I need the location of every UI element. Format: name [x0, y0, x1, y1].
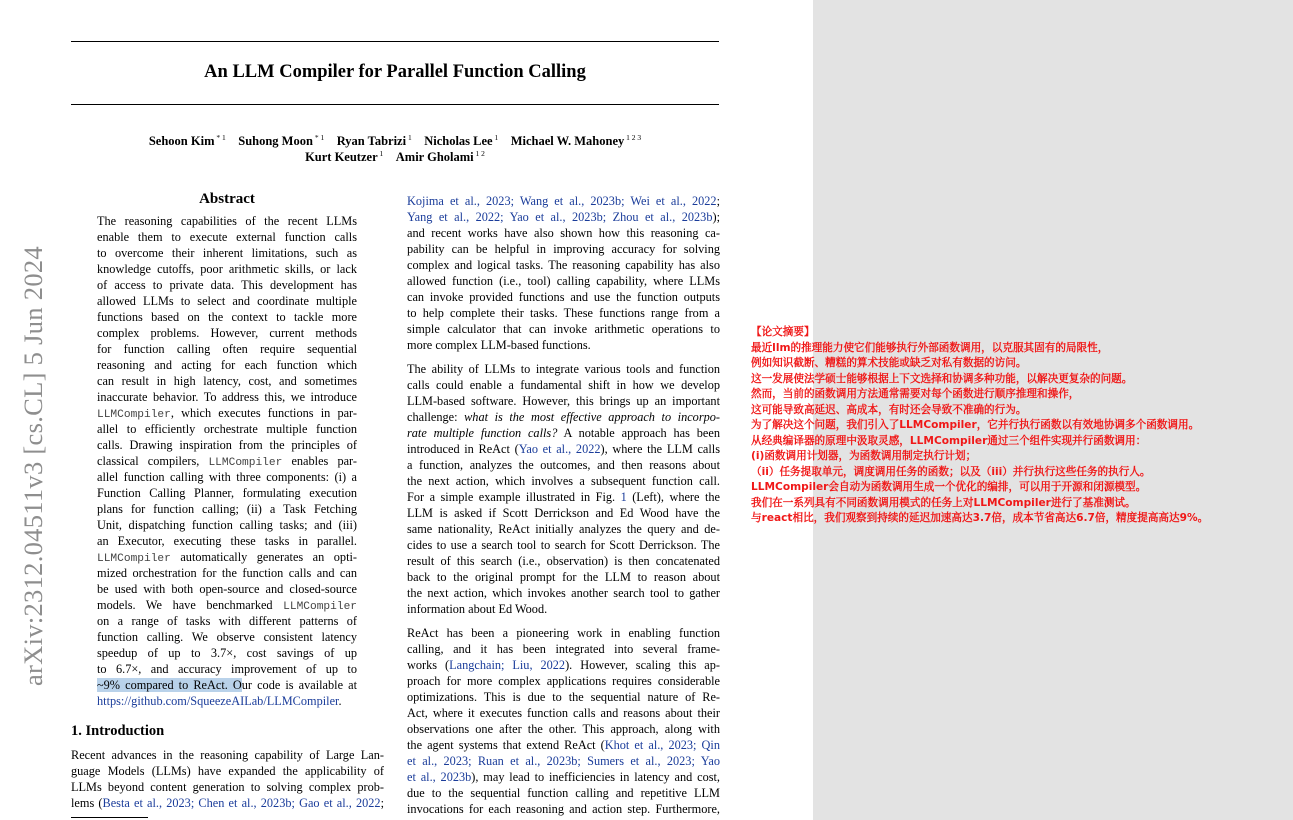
- text-run: );: [712, 210, 720, 224]
- text-run: can invoke provided functions and use the function outputs: [407, 290, 720, 304]
- introduction-heading: 1. Introduction: [71, 723, 165, 739]
- text-run: to help complete their tasks. These functions range from a: [407, 306, 720, 320]
- text-run: works (: [407, 658, 450, 672]
- text-line: [407, 769, 720, 785]
- text-run: LLM is asked if Scott Derrickson and Ed Wood have the: [407, 506, 720, 520]
- text-line: [407, 257, 720, 273]
- text-line: [97, 325, 357, 341]
- author-name: Kurt Keutzer: [305, 150, 378, 164]
- author-name: Sehoon Kim: [148, 134, 215, 148]
- text-run: plans for function calling; (ii) a Task Fetching: [97, 502, 357, 516]
- text-line: [407, 641, 720, 657]
- text-line: [407, 425, 720, 441]
- text-line: [407, 625, 720, 641]
- text-line: [407, 305, 720, 321]
- text-line: [407, 601, 720, 617]
- text-run: and recent works have also shown how this reasoning ca-: [407, 226, 720, 240]
- text-line: [97, 357, 357, 373]
- text-run: back to the original prompt for the LLM to reason about: [407, 570, 720, 584]
- text-line: [407, 409, 720, 425]
- text-run: A notable approach has been: [557, 426, 720, 440]
- text-line: [407, 473, 720, 489]
- footnote-rule: [71, 817, 148, 818]
- annotation-line: （ii）任务提取单元，调度调用任务的函数；以及（iii）并行执行这些任务的执行人。: [751, 465, 1151, 478]
- text-run: knowledge cutoffs, poor arithmetic skills, or lack: [97, 262, 357, 276]
- text-line: [407, 289, 720, 305]
- text-run: For a simple example illustrated in Fig.: [407, 490, 621, 504]
- text-line: [407, 361, 720, 377]
- text-run: proach for more complex applications requires considerable: [407, 674, 720, 688]
- text-run: invocations for each reasoning and action step. Furthermore,: [407, 802, 720, 816]
- text-line: [407, 393, 720, 409]
- text-line: [97, 645, 357, 661]
- annotation-line: 这可能导致高延迟、高成本，有时还会导致不准确的行为。: [751, 403, 1027, 416]
- text-run: , which executes functions in par-: [170, 406, 357, 420]
- text-line: [97, 613, 357, 629]
- annotation-line: LLMCompiler会自动为函数调用生成一个优化的编排，可以用于开源和闭源模型。: [751, 481, 1147, 493]
- text-run: can result in high latency, cost, and sometimes: [97, 374, 357, 388]
- text-line: [97, 293, 357, 309]
- text-line: [407, 657, 720, 673]
- text-line: [97, 421, 357, 437]
- text-run: models. We have benchmarked: [97, 598, 284, 612]
- text-run: information about Ed Wood.: [407, 602, 548, 616]
- text-line: [97, 277, 357, 293]
- annotation-line: 最近llm的推理能力使它们能够执行外部函数调用，以克服其固有的局限性，: [751, 341, 1109, 354]
- text-line: [97, 485, 357, 501]
- text-line: [97, 517, 357, 533]
- text-run: Unit, dispatching function calling tasks; and (iii): [97, 518, 357, 532]
- text-line: [407, 537, 720, 553]
- author-affiliation: * 1: [214, 133, 226, 142]
- text-run: allel to efficiently orchestrate multiple function: [97, 422, 357, 436]
- text-line: [407, 193, 720, 209]
- text-line: [407, 737, 720, 753]
- text-run: observations one after the other. This approach, along with: [407, 722, 720, 736]
- citation-link[interactable]: Khot et al., 2023; Qin: [604, 738, 720, 752]
- citation-link[interactable]: https://github.com/SqueezeAILab/LLMCompiler: [97, 694, 339, 708]
- text-run: of access to private data. This development has: [97, 278, 357, 292]
- text-run: lems (: [71, 796, 103, 810]
- text-line: [97, 501, 357, 517]
- text-line: [407, 337, 720, 353]
- text-line: [97, 229, 357, 245]
- text-run: The ability of LLMs to integrate various tools and function: [407, 362, 720, 376]
- citation-link[interactable]: Besta et al., 2023; Chen et al., 2023b; Gao et al., 2022: [102, 796, 381, 810]
- annotation-line: (i)函数调用计划器，为函数调用制定执行计划；: [751, 450, 977, 462]
- author-affiliation: 1: [406, 133, 412, 142]
- selected-text: ~9% compared to ReAct. O: [97, 678, 242, 692]
- text-run: allowed LLMs to select and coordinate multiple: [97, 294, 357, 308]
- text-run: calls could enable a fundamental shift in how we develop: [407, 378, 720, 392]
- author-name: Amir Gholami: [395, 150, 474, 164]
- text-run: reasoning and acting for each function which: [97, 358, 357, 372]
- text-line: [97, 629, 357, 645]
- author-name: Suhong Moon: [238, 134, 313, 148]
- text-line: [407, 721, 720, 737]
- author-affiliation: 1: [377, 149, 384, 158]
- text-line: [407, 441, 720, 457]
- text-run: mized orchestration for the function calls and can: [97, 566, 357, 580]
- text-run: classical compilers,: [97, 454, 209, 468]
- text-line: [407, 801, 720, 817]
- text-run: inaccurate behavior. To address this, we introduce: [97, 390, 357, 404]
- code-name: LLMCompiler: [97, 409, 171, 421]
- text-run: more complex LLM-based functions.: [407, 338, 591, 352]
- citation-link[interactable]: et al., 2023b: [407, 770, 472, 784]
- author-affiliation: * 1: [312, 133, 325, 142]
- text-line: [97, 309, 357, 325]
- annotation-line: 例如知识截断、糟糕的算术技能或缺乏对私有数据的访问。: [751, 357, 1027, 369]
- text-line: [407, 689, 720, 705]
- text-run: complex problems. However, current methods: [97, 326, 357, 340]
- chinese-summary-annotation: [751, 325, 1291, 527]
- text-run: enable them to execute external function calls: [97, 230, 357, 244]
- text-run: allel function calling with three components: (i) a: [97, 470, 357, 484]
- text-run: ;: [716, 194, 720, 208]
- text-line: [97, 469, 357, 485]
- text-run: ;: [380, 796, 384, 810]
- text-run: an Executor, executing these tasks in parallel.: [97, 534, 357, 548]
- citation-link[interactable]: Langchain; Liu, 2022: [449, 658, 566, 672]
- text-run: on a range of tasks with different patterns of: [97, 614, 357, 628]
- code-name: LLMCompiler: [283, 601, 357, 613]
- citation-link[interactable]: Yao et al., 2022: [518, 442, 601, 456]
- text-run: functions based on the context to tackle more: [97, 310, 357, 324]
- text-run: ), where the LLM calls: [600, 442, 720, 456]
- text-line: [407, 569, 720, 585]
- text-run: function calling. We observe consistent latency: [97, 630, 357, 644]
- text-run: same nationality, ReAct initially analyzes the query and de-: [407, 522, 720, 536]
- annotation-line: 从经典编译器的原理中汲取灵感，LLMCompiler通过三个组件实现并行函数调用：: [751, 434, 1147, 447]
- annotation-line: 我们在一系列具有不同函数调用模式的任务上对LLMCompiler进行了基准测试。: [751, 496, 1136, 509]
- author-name: Ryan Tabrizi: [336, 134, 407, 148]
- annotation-line: 【论文摘要】: [751, 326, 815, 338]
- text-line: [407, 705, 720, 721]
- text-run: speedup of up to 3.7×, cost savings of up: [97, 646, 357, 660]
- text-run: to 6.7×, and accuracy improvement of up to: [97, 662, 357, 676]
- abstract-heading: Abstract: [199, 191, 255, 207]
- text-run: optimizations. This is due to the sequential nature of Re-: [407, 690, 720, 704]
- author-affiliation: 1: [492, 133, 499, 142]
- author-affiliation: 1 2: [473, 149, 485, 158]
- text-run: Function Calling Planner, formulating execution: [97, 486, 357, 500]
- text-line: [407, 585, 720, 601]
- text-line: [97, 373, 357, 389]
- text-run: challenge:: [407, 410, 465, 424]
- citation-link[interactable]: et al., 2023; Ruan et al., 2023b; Sumers et al., 2023; Yao: [407, 754, 720, 768]
- annotation-line: 与react相比，我们观察到持续的延迟加速高达3.7倍，成本节省高达6.7倍，精度提高高达9%。: [751, 512, 1209, 524]
- text-line: [97, 677, 357, 693]
- text-run: The reasoning capabilities of the recent LLMs: [97, 214, 357, 228]
- title-top-rule: [71, 41, 719, 42]
- text-line: [71, 795, 384, 811]
- text-run: result of this search (i.e., observation) is then concatenated: [407, 554, 720, 568]
- text-line: [407, 505, 720, 521]
- text-run: to overcome their inherent limitations, such as: [97, 246, 357, 260]
- text-line: [71, 763, 384, 779]
- text-run: Act, where it executes function calls and reasons about their: [407, 706, 720, 720]
- text-run: guage Models (LLMs) have expanded the applicability of: [71, 764, 384, 778]
- text-line: [97, 245, 357, 261]
- text-line: [97, 661, 357, 677]
- italic-text: rate multiple function calls?: [407, 426, 558, 440]
- text-line: [407, 225, 720, 241]
- text-line: [407, 377, 720, 393]
- text-line: [407, 785, 720, 801]
- text-line: [407, 673, 720, 689]
- text-run: ReAct has been a pioneering work in enabling function: [407, 626, 720, 640]
- text-run: calling, and it has been integrated into several frame-: [407, 642, 720, 656]
- text-line: [97, 261, 357, 277]
- text-line: [407, 489, 720, 505]
- text-line: [97, 389, 357, 405]
- text-line: [71, 779, 384, 795]
- paper-title: An LLM Compiler for Parallel Function Calling: [204, 62, 586, 82]
- text-line: [407, 753, 720, 769]
- text-run: simple calculator that can invoke arithmetic operations to: [407, 322, 720, 336]
- text-line: [407, 321, 720, 337]
- annotation-line: 这一发展使法学硕士能够根据上下文选择和协调多种功能，以解决更复杂的问题。: [751, 372, 1133, 385]
- text-line: [407, 273, 720, 289]
- text-run: introduced in ReAct (: [407, 442, 519, 456]
- text-run: cides to use a search tool to search for Scott Derrickson. The: [407, 538, 720, 552]
- citation-link[interactable]: Yang et al., 2022; Yao et al., 2023b; Zhou et al., 2023b: [407, 210, 713, 224]
- text-line: [97, 581, 357, 597]
- text-run: for function calling often require sequential: [97, 342, 357, 356]
- text-run: ur code is available at: [241, 678, 357, 692]
- text-run: ), may lead to inefficiencies in latency and cost,: [471, 770, 720, 784]
- text-line: [407, 241, 720, 257]
- text-line: [97, 437, 357, 453]
- text-run: (Left), where the: [626, 490, 720, 504]
- arxiv-identifier: arXiv:2312.04511v3 [cs.CL] 5 Jun 2024: [18, 246, 48, 686]
- text-run: the next action, which invokes another search tool to gather: [407, 586, 720, 600]
- text-line: [71, 747, 384, 763]
- text-run: automatically generates an opti-: [170, 550, 357, 564]
- text-run: enables par-: [282, 454, 357, 468]
- text-line: [407, 521, 720, 537]
- author-name: Nicholas Lee: [424, 134, 493, 148]
- text-run: pability can be helpful in improving accuracy for solving: [407, 242, 720, 256]
- code-name: LLMCompiler: [97, 553, 171, 565]
- code-name: LLMCompiler: [208, 457, 283, 469]
- citation-link[interactable]: 1: [620, 490, 627, 504]
- author-name: Michael W. Mahoney: [510, 134, 625, 148]
- text-line: [407, 457, 720, 473]
- text-run: calls. Drawing inspiration from the principles of: [97, 438, 357, 452]
- text-line: [97, 693, 357, 709]
- text-run: a function, analyzes the outcomes, and then reasons about: [407, 458, 720, 472]
- annotation-line: 然而，当前的函数调用方法通常需要对每个函数进行顺序推理和操作，: [751, 388, 1080, 400]
- authors-line-1: [71, 133, 719, 149]
- text-line: [407, 209, 720, 225]
- text-run: the next action, which involves a subsequent function call.: [407, 474, 720, 488]
- annotation-line: 为了解决这个问题，我们引入了LLMCompiler，它并行执行函数以有效地协调多个函数调用。: [751, 419, 1200, 431]
- italic-text: what is the most effective approach to incorpo-: [464, 410, 721, 424]
- citation-link[interactable]: Kojima et al., 2023; Wang et al., 2023b; Wei et al., 2022: [407, 194, 717, 208]
- text-run: .: [338, 694, 342, 708]
- text-run: Recent advances in the reasoning capability of Large Lan-: [71, 748, 384, 762]
- text-line: [97, 565, 357, 581]
- text-line: [407, 553, 720, 569]
- text-run: complex and logical tasks. The reasoning capability has also: [407, 258, 720, 272]
- text-run: the agent systems that extend ReAct (: [407, 738, 605, 752]
- authors-line-2: [71, 149, 719, 165]
- text-run: ). However, scaling this ap-: [565, 658, 720, 672]
- title-bottom-rule: [71, 104, 719, 105]
- text-run: allowed function (i.e., tool) calling capability, where LLMs: [407, 274, 720, 288]
- text-run: LLMs beyond content generation to solving complex prob-: [71, 780, 384, 794]
- text-line: [97, 341, 357, 357]
- text-run: be used with both open-source and closed-source: [97, 582, 357, 596]
- text-line: [97, 213, 357, 229]
- text-line: [97, 533, 357, 549]
- author-affiliation: 1 2 3: [624, 133, 642, 142]
- text-run: due to the sequential function calling and repetitive LLM: [407, 786, 720, 800]
- text-run: LLM-based software. However, this brings up an important: [407, 394, 720, 408]
